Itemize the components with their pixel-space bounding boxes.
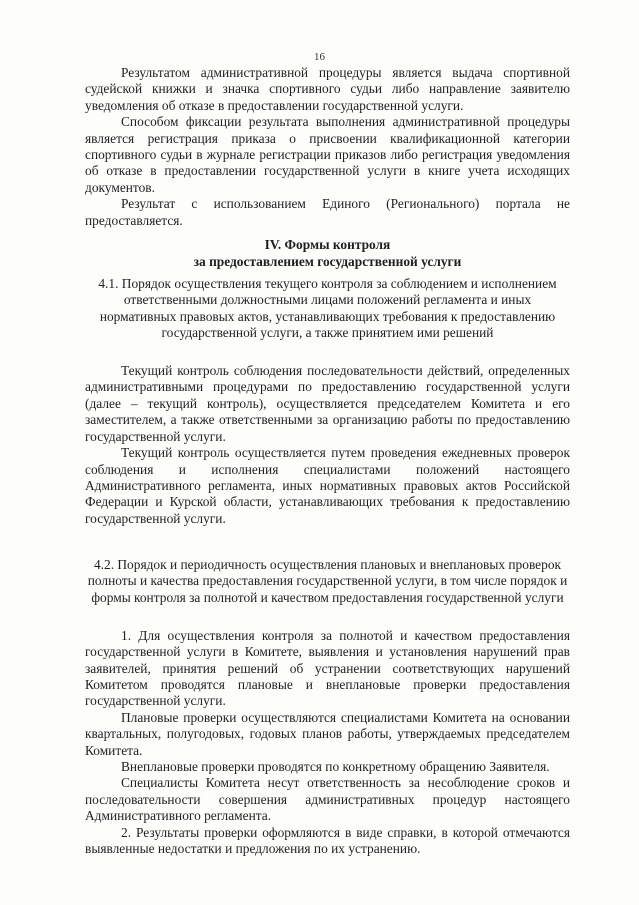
paragraph: 1. Для осуществления контроля за полнотой и качеством предоставления государственной услуги в Комитете, выявления и установления нарушений прав заявителей, принятия решений об устранении соответствующих нарушений Комитетом проводятся плановые и внеплановые проверки предоставления государственной услуги.	[85, 627, 570, 709]
section-title-line: за предоставлением государственной услуги	[193, 253, 462, 269]
paragraph: Результат с использованием Единого (Регионального) портала не предоставляется.	[85, 196, 570, 228]
subsection-title: 4.1. Порядок осуществления текущего контроля за соблюдением и исполнением ответственными должностными лицами положений регламента и иных нормативных правовых актов, устанавливающих требования к предоставлению государственной услуги, а также принятием ими решений	[98, 276, 557, 340]
subsection-title: 4.2. Порядок и периодичность осуществления плановых и внеплановых проверок полноты и качества предоставления государственной услуги, в том числе порядок и формы контроля за полнотой и качеством предоставления государственной услуги	[87, 557, 568, 605]
paragraph: Специалисты Комитета несут ответственность за несоблюдение сроков и последовательности совершения административных процедур настоящего Административного регламента.	[85, 775, 570, 824]
paragraph: 2. Результаты проверки оформляются в виде справки, в которой отмечаются выявленные недостатки и предложения по их устранению.	[85, 824, 570, 857]
section-title-line: IV. Формы контроля	[264, 237, 391, 253]
paragraph: Внеплановые проверки проводятся по конкретному обращению Заявителя.	[121, 758, 550, 774]
paragraph: Результатом административной процедуры является выдача спортивной судейской книжки и значка спортивного судьи либо направление заявителю уведомления об отказе в предоставлении государственной услуги.	[85, 65, 570, 113]
section-title	[85, 237, 570, 270]
paragraph: Способом фиксации результата выполнения административной процедуры является регистрация приказа о присвоении квалификационной категории спортивного судьи в журнале регистрации приказов либо регистрация уведомления об отказе в предоставлении государственной услуги в книге учета исходящих документов.	[85, 114, 570, 195]
page-number: 16	[314, 51, 325, 63]
paragraph: Плановые проверки осуществляются специалистами Комитета на основании квартальных, полугодовых, годовых планов работы, утверждаемых председателем Комитета.	[85, 709, 570, 758]
paragraph: Текущий контроль осуществляется путем проведения ежедневных проверок соблюдения и исполнения специалистами положений настоящего Административного регламента, иных нормативных правовых актов Российской Федерации и Курской области, устанавливающих требования к предоставлению государственной услуги.	[85, 445, 570, 526]
page-content	[85, 65, 570, 857]
paragraph: Текущий контроль соблюдения последовательности действий, определенных административными процедурами по предоставлению государственной услуги (далее – текущий контроль), осуществляется председателем Комитета и его заместителем, а также ответственными за организацию работы по предоставлению государственной услуги.	[85, 363, 570, 444]
